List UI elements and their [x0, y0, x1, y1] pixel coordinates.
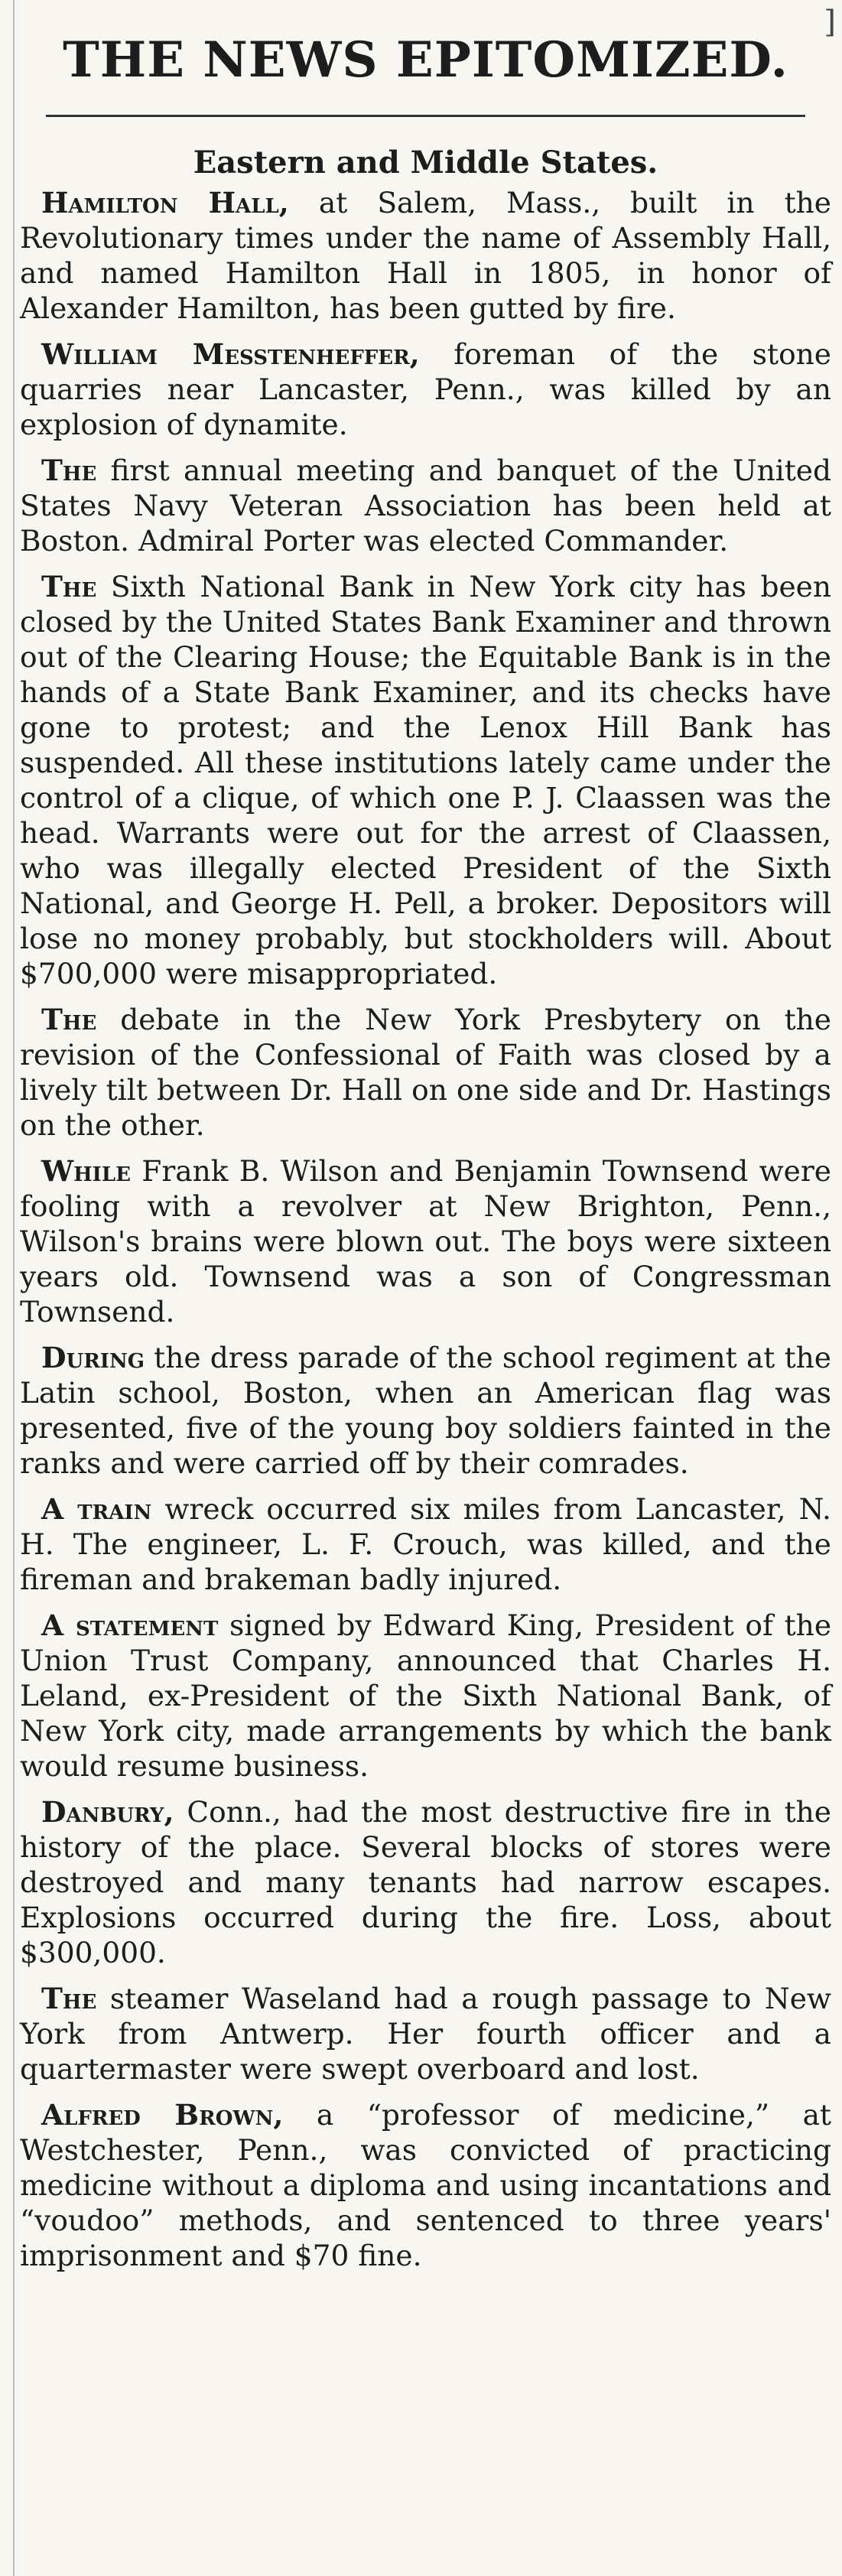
- news-item: [20, 185, 831, 326]
- news-item: [20, 1340, 831, 1481]
- item-lead: The: [41, 1982, 97, 2016]
- item-text: Sixth National Bank in New York city has been closed by the United States Bank Examiner and thrown out of the Clearing House; the Equitable Bank is in the hands of a State Bank Examiner, and its checks have gone to protest; and the Lenox Hill Bank has suspended. All these institutions lately came under the control of a clique, of which one P. J. Claassen was the head. Warrants were out for the arrest of Claassen, who was illegally elected President of the Sixth National, and George H. Pell, a broker. Depositors will lose no money probably, but stockholders will. About $700,000 were misappropriated.: [20, 570, 831, 991]
- item-lead: A statement: [41, 1608, 219, 1643]
- news-item: [20, 1153, 831, 1329]
- news-item: [20, 453, 831, 558]
- item-text: signed by Edward King, President of the Union Trust Company, announced that Charles H. Leland, ex-President of the Sixth National Bank, of New York city, made arrangements by which the bank would resume business.: [20, 1608, 832, 1784]
- item-lead: Danbury,: [41, 1795, 174, 1830]
- news-item: [20, 1794, 831, 1970]
- news-item: [20, 1608, 831, 1784]
- item-text: Conn., had the most destructive fire in the history of the place. Several blocks of stores were destroyed and many tenants had narrow escapes. Explosions occurred during the fire. Loss, about $300,000.: [20, 1795, 831, 1970]
- item-text: debate in the New York Presbytery on the revision of the Confessional of Faith was closed by a lively tilt between Dr. Hall on one side and Dr. Hastings on the other.: [20, 1003, 831, 1143]
- news-item: [20, 2097, 831, 2273]
- news-item: [20, 1491, 831, 1597]
- item-text: at Salem, Mass., built in the Revolutionary times under the name of Assembly Hall, and named Hamilton Hall in 1805, in honor of Alexander Hamilton, has been gutted by fire.: [20, 186, 832, 326]
- item-lead: The: [41, 1003, 97, 1037]
- item-text: foreman of the stone quarries near Lancaster, Penn., was killed by an explosion of dynamite.: [20, 337, 832, 442]
- section-heading: Eastern and Middle States.: [193, 145, 658, 181]
- item-lead: Alfred Brown,: [41, 2098, 284, 2132]
- news-item: [20, 337, 831, 442]
- news-item: [20, 1981, 831, 2086]
- news-item: [20, 1002, 831, 1143]
- item-lead: A train: [41, 1492, 152, 1527]
- item-text: wreck occurred six miles from Lancaster, N. H. The engineer, L. F. Crouch, was killed, and the fireman and brakeman badly injured.: [20, 1492, 831, 1597]
- item-text: first annual meeting and banquet of the United States Navy Veteran Association has been held at Boston. Admiral Porter was elected Commander.: [20, 454, 831, 558]
- title-divider: [46, 115, 805, 117]
- item-lead: Hamilton Hall,: [41, 186, 289, 220]
- item-text: steamer Waseland had a rough passage to New York from Antwerp. Her fourth officer and a quartermaster were swept overboard and lost.: [20, 1982, 831, 2086]
- item-lead: The: [41, 570, 97, 604]
- item-text: the dress parade of the school regiment at the Latin school, Boston, when an American flag was presented, five of the young boy soldiers fainted in the ranks and were carried off by their comrades.: [20, 1341, 831, 1481]
- column-rule: [13, 0, 15, 2576]
- item-text: a “professor of medicine,” at Westchester, Penn., was convicted of practicing medicine without a diploma and using incantations and “voudoo” methods, and sentenced to three years' imprisonment and $70 fine.: [20, 2098, 831, 2273]
- item-lead: William Messtenheffer,: [41, 337, 420, 372]
- news-item: [20, 569, 831, 991]
- item-lead: The: [41, 454, 97, 488]
- corner-mark: ]: [824, 5, 836, 40]
- item-lead: During: [41, 1341, 145, 1375]
- item-lead: While: [41, 1154, 131, 1189]
- page-title: THE NEWS EPITOMIZED.: [63, 31, 788, 89]
- item-text: Frank B. Wilson and Benjamin Townsend were fooling with a revolver at New Brighton, Penn., Wilson's brains were blown out. The boys were sixteen years old. Townsend was a son of Congressman Townsend.: [20, 1154, 831, 1329]
